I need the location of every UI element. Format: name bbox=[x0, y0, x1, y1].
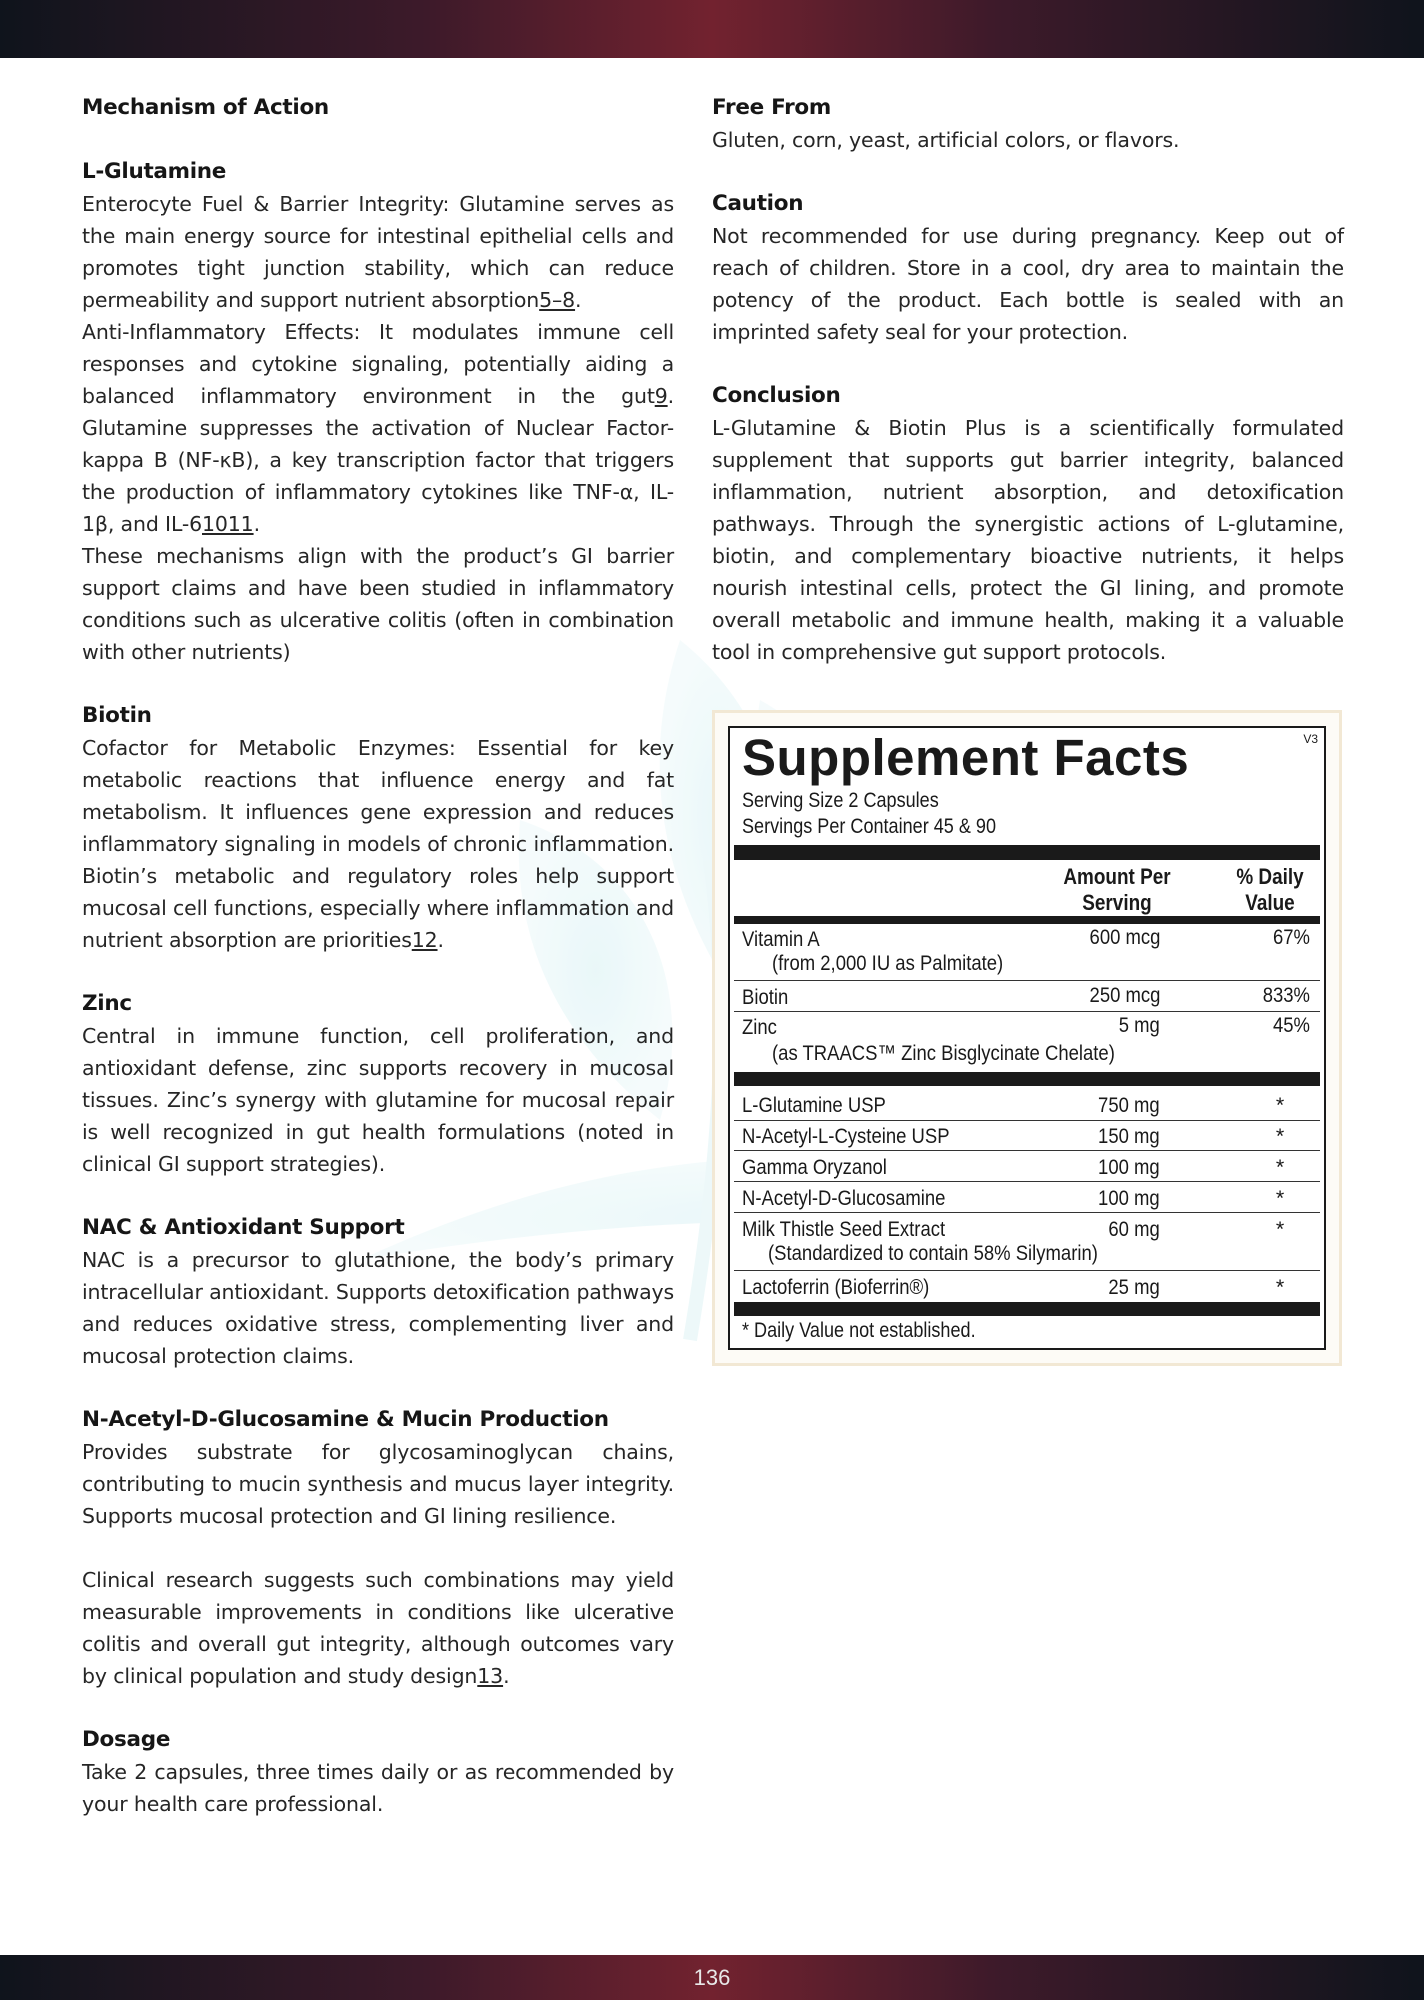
glutamine-paragraph-4: These mechanisms align with the product’s GI barrier support claims and have been studied in inflammatory conditions such as ulcerative colitis (often in combination with other nutrients) bbox=[82, 544, 674, 664]
free-from-paragraph: Gluten, corn, yeast, artificial colors, or flavors. bbox=[712, 128, 1180, 152]
glutamine-heading: L-Glutamine bbox=[82, 159, 227, 184]
ingredient-dv: * bbox=[1275, 1275, 1285, 1299]
row-divider bbox=[734, 1150, 1320, 1151]
nutrient-note: (from 2,000 IU as Palmitate) bbox=[772, 951, 1004, 975]
ingredient-note: (Standardized to contain 58% Silymarin) bbox=[768, 1241, 1098, 1265]
divider-thick bbox=[734, 1302, 1320, 1316]
servings-per-container: Servings Per Container 45 & 90 bbox=[742, 815, 996, 838]
ingredient-dv: * bbox=[1275, 1186, 1285, 1210]
amount-header-line-1: Amount Per bbox=[1063, 864, 1171, 889]
ingredient-dv: * bbox=[1275, 1217, 1285, 1241]
nag-heading: N-Acetyl-D-Glucosamine & Mucin Production bbox=[82, 1407, 609, 1432]
ingredient-name: N-Acetyl-L-Cysteine USP bbox=[742, 1124, 950, 1148]
ingredient-amount: 100 mg bbox=[1098, 1186, 1160, 1210]
nutrient-name: Zinc bbox=[742, 1015, 777, 1039]
supplement-facts-panel bbox=[712, 710, 1342, 1366]
footer-bar bbox=[0, 1955, 1424, 2000]
header-bar bbox=[0, 0, 1424, 58]
biotin-paragraph: Cofactor for Metabolic Enzymes: Essential for key metabolic reactions that influence energy and fat metabolism. It influences gene expression and reduces inflammatory signaling in models of chronic inflammation. Biotin’s metabolic and regulatory roles help support mucosal cell functions, especially where inflammation and nutrient absorption are priorities12. bbox=[82, 736, 674, 952]
glutamine-paragraph-1: Enterocyte Fuel & Barrier Integrity: Glutamine serves as the main energy source for intestinal epithelial cells and promotes tight junction stability, which can reduce permeability and support nutrient absorption5–8. bbox=[82, 192, 674, 312]
nutrient-dv: 833% bbox=[1262, 983, 1310, 1007]
free-from-heading: Free From bbox=[712, 95, 831, 120]
ingredient-dv: * bbox=[1275, 1124, 1285, 1148]
row-divider bbox=[734, 1270, 1320, 1271]
ingredient-amount: 150 mg bbox=[1098, 1124, 1160, 1148]
supplement-facts-label bbox=[728, 726, 1326, 1350]
serving-size: Serving Size 2 Capsules bbox=[742, 789, 939, 812]
caution-heading: Caution bbox=[712, 191, 804, 216]
caution-paragraph: Not recommended for use during pregnancy. Keep out of reach of children. Store in a cool, dry area to maintain the potency of the product. Each bottle is sealed with an imprinted safety seal for your protection. bbox=[712, 224, 1344, 344]
nutrient-name: Vitamin A bbox=[742, 927, 820, 951]
nutrient-name: Biotin bbox=[742, 985, 789, 1009]
reference-link[interactable]: 5–8 bbox=[539, 288, 576, 312]
conclusion-heading: Conclusion bbox=[712, 383, 841, 408]
ingredient-amount: 100 mg bbox=[1098, 1155, 1160, 1179]
ingredient-name: Lactoferrin (Bioferrin®) bbox=[742, 1275, 930, 1299]
reference-link[interactable]: 12 bbox=[411, 928, 438, 952]
left-column bbox=[82, 92, 674, 1820]
facts-title: Supplement Facts bbox=[742, 729, 1190, 786]
ingredient-dv: * bbox=[1275, 1155, 1285, 1179]
ingredient-name: L-Glutamine USP bbox=[742, 1093, 886, 1117]
dosage-paragraph: Take 2 capsules, three times daily or as recommended by your health care professional. bbox=[82, 1760, 674, 1816]
ingredient-name: Gamma Oryzanol bbox=[742, 1155, 887, 1179]
amount-header bbox=[1061, 864, 1173, 916]
mechanism-heading: Mechanism of Action bbox=[82, 95, 329, 120]
daily-value-header-line-1: % Daily bbox=[1236, 864, 1304, 889]
nutrient-amount: 5 mg bbox=[1118, 1013, 1160, 1037]
ingredient-name: N-Acetyl-D-Glucosamine bbox=[742, 1186, 946, 1210]
right-column bbox=[712, 92, 1344, 668]
conclusion-paragraph: L-Glutamine & Biotin Plus is a scientifically formulated supplement that supports gut barrier integrity, balanced inflammation, nutrient absorption, and detoxification pathways. Through the synergistic actions of L-glutamine, biotin, and complementary bioactive nutrients, it helps nourish intestinal cells, protect the GI lining, and promote overall metabolic and immune health, making it a valuable tool in comprehensive gut support protocols. bbox=[712, 416, 1344, 664]
nag-paragraph: Provides substrate for glycosaminoglycan chains, contributing to mucin synthesis and mucus layer integrity. Supports mucosal protection and GI lining resilience. bbox=[82, 1440, 674, 1528]
reference-link[interactable]: 13 bbox=[477, 1664, 504, 1688]
divider-thick bbox=[734, 845, 1320, 860]
biotin-heading: Biotin bbox=[82, 703, 152, 728]
facts-version: V3 bbox=[1303, 732, 1318, 746]
ingredient-dv: * bbox=[1275, 1093, 1285, 1117]
zinc-paragraph: Central in immune function, cell proliferation, and antioxidant defense, zinc supports recovery in mucosal tissues. Zinc’s synergy with glutamine for mucosal repair is well recognized in gut health formulations (noted in clinical GI support strategies). bbox=[82, 1024, 674, 1176]
divider-thick bbox=[734, 1072, 1320, 1086]
facts-footnote: * Daily Value not established. bbox=[742, 1319, 976, 1342]
clinical-paragraph: Clinical research suggests such combinations may yield measurable improvements in conditions like ulcerative colitis and overall gut integrity, although outcomes vary by clinical population and study design13. bbox=[82, 1568, 674, 1688]
nac-heading: NAC & Antioxidant Support bbox=[82, 1215, 405, 1240]
glutamine-paragraph-2: Anti-Inflammatory Effects: It modulates immune cell responses and cytokine signaling, potentially aiding a balanced inflammatory environment in the gut9. Glutamine suppresses the activation of Nuclear Factor-kappa B (NF-κB), a key transcription factor that triggers the production of inflammatory cytokines like TNF-α, IL-1β, and IL-61011. bbox=[82, 320, 674, 536]
divider-medium bbox=[734, 916, 1320, 924]
daily-value-header-line-2: Value bbox=[1245, 890, 1295, 915]
zinc-heading: Zinc bbox=[82, 991, 132, 1016]
page-number: 136 bbox=[693, 1964, 731, 1990]
nac-paragraph: NAC is a precursor to glutathione, the body’s primary intracellular antioxidant. Supports detoxification pathways and reduces oxidative stress, complementing liver and mucosal protection claims. bbox=[82, 1248, 674, 1368]
ingredient-amount: 25 mg bbox=[1108, 1275, 1160, 1299]
ingredient-name: Milk Thistle Seed Extract bbox=[742, 1217, 946, 1241]
nutrient-amount: 600 mcg bbox=[1089, 925, 1160, 949]
reference-link[interactable]: 9 bbox=[654, 384, 668, 408]
amount-header-line-2: Serving bbox=[1082, 890, 1152, 915]
row-divider bbox=[734, 1120, 1320, 1121]
row-divider bbox=[734, 1181, 1320, 1182]
nutrient-amount: 250 mcg bbox=[1089, 983, 1160, 1007]
daily-value-header bbox=[1227, 864, 1313, 916]
nutrient-note: (as TRAACS™ Zinc Bisglycinate Chelate) bbox=[772, 1041, 1115, 1065]
ingredient-amount: 750 mg bbox=[1098, 1093, 1160, 1117]
nutrient-dv: 45% bbox=[1272, 1013, 1310, 1037]
row-divider bbox=[734, 980, 1320, 981]
nutrient-dv: 67% bbox=[1272, 925, 1310, 949]
dosage-heading: Dosage bbox=[82, 1727, 171, 1752]
ingredient-amount: 60 mg bbox=[1108, 1217, 1160, 1241]
row-divider bbox=[734, 1212, 1320, 1213]
reference-link[interactable]: 1011 bbox=[202, 512, 254, 536]
